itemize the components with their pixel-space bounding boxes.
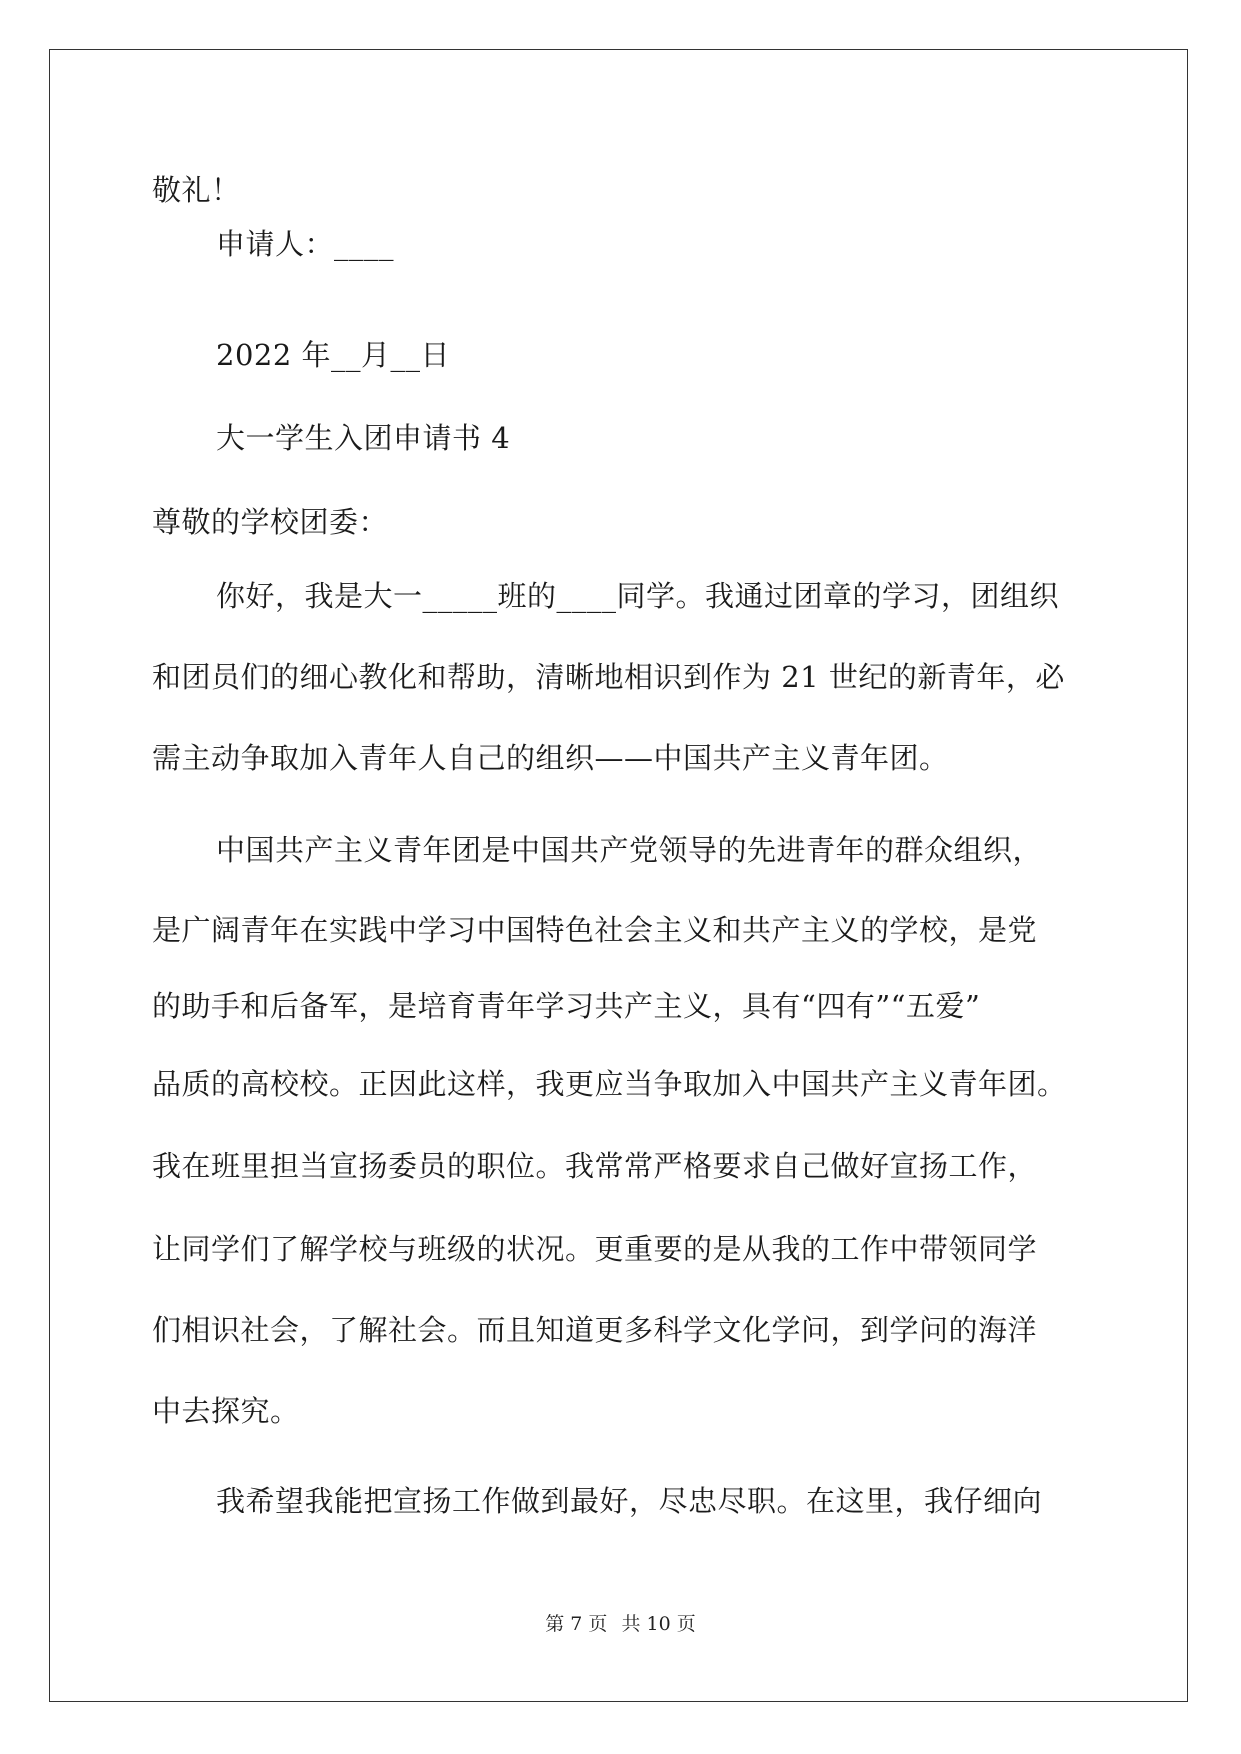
paragraph-line: 我希望我能把宣扬工作做到最好，尽忠尽职。在这里，我仔细向 [216,1484,1043,1518]
date-line: 2022 年__月__日 [216,338,451,372]
paragraph-line: 的助手和后备军，是培育青年学习共产主义，具有“四有”“五爱” [152,989,981,1023]
paragraph-line: 品质的高校校。正因此这样，我更应当争取加入中国共产主义青年团。 [152,1067,1067,1101]
paragraph-line: 是广阔青年在实践中学习中国特色社会主义和共产主义的学校，是党 [152,913,1038,947]
paragraph-line: 中国共产主义青年团是中国共产党领导的先进青年的群众组织， [216,833,1043,867]
salutation-closing: 敬礼！ [152,173,241,207]
page-number: 第 7 页 [545,1613,608,1635]
applicant-line: 申请人：____ [216,227,395,261]
section-title: 大一学生入团申请书 4 [216,421,511,455]
paragraph-line: 让同学们了解学校与班级的状况。更重要的是从我的工作中带领同学 [152,1232,1038,1266]
page-total: 共 10 页 [621,1613,696,1635]
greeting-line: 尊敬的学校团委： [152,505,389,539]
paragraph-line: 需主动争取加入青年人自己的组织——中国共产主义青年团。 [152,741,949,775]
paragraph-line: 我在班里担当宣扬委员的职位。我常常严格要求自己做好宣扬工作， [152,1149,1038,1183]
paragraph-line: 你好，我是大一_____班的____同学。我通过团章的学习，团组织 [216,579,1060,613]
paragraph-line: 中去探究。 [152,1394,300,1428]
paragraph-line: 们相识社会，了解社会。而且知道更多科学文化学问，到学问的海洋 [152,1313,1038,1347]
page-border [49,49,1188,1702]
page-footer [0,1612,1241,1636]
paragraph-line: 和团员们的细心教化和帮助，清晰地相识到作为 21 世纪的新青年，必 [152,660,1065,694]
